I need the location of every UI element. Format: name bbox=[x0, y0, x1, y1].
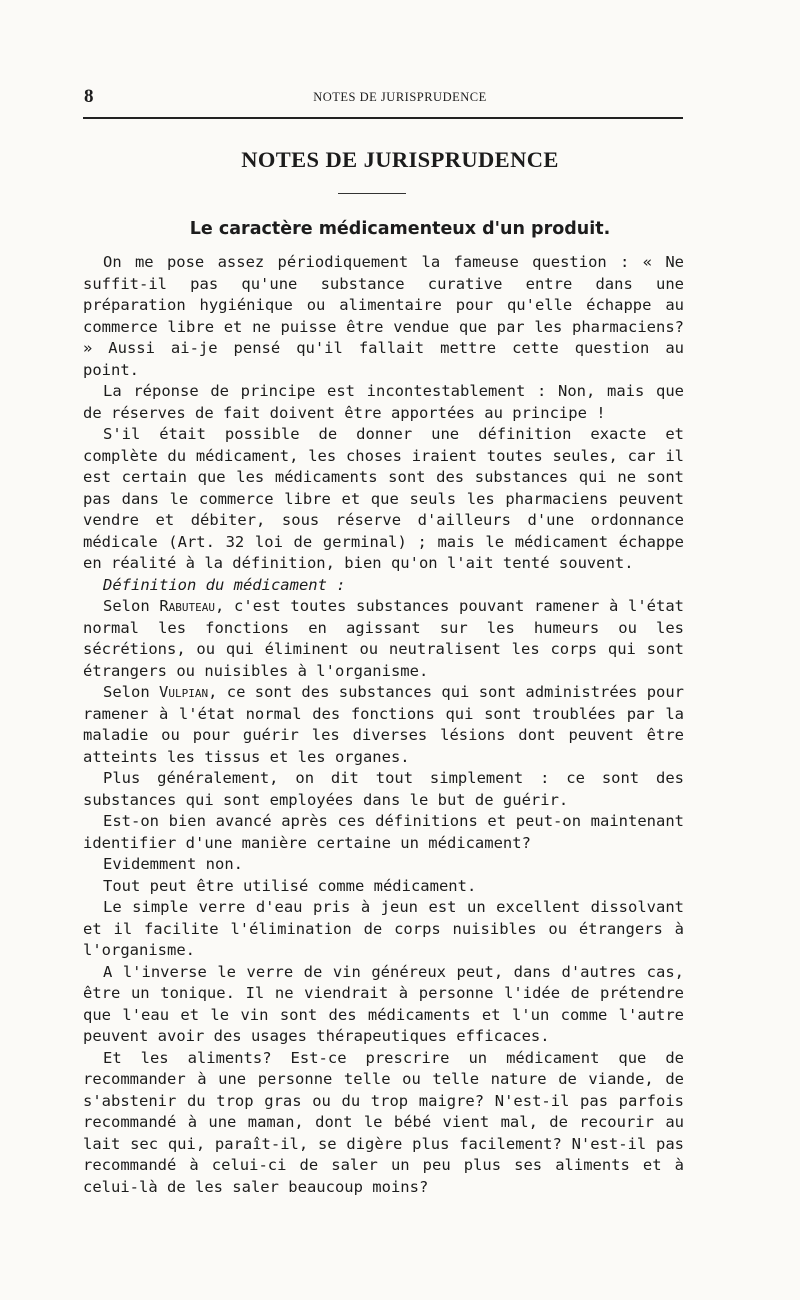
paragraph: Evidemment non. bbox=[103, 855, 243, 873]
author-name: Rabuteau bbox=[159, 597, 216, 615]
running-head: NOTES DE JURISPRUDENCE bbox=[313, 90, 487, 104]
paragraph: Plus généralement, on dit tout simplement : ce sont des substances qui sont employées dans le but de guérir. bbox=[83, 769, 684, 809]
paragraph bbox=[83, 682, 684, 768]
paragraph: Et les aliments? Est-ce prescrire un médicament que de recommander à une personne telle ou telle nature de viande, de s'abstenir du trop gras ou du trop maigre? N'est-il pas parfois recommandé à une maman, dont le bébé vient mal, de recourir au lait sec qui, paraît-il, se digère plus facilement? N'est-il pas recommandé à celui-ci de saler un peu plus ses aliments et à celui-là de les saler beaucoup moins? bbox=[83, 1048, 684, 1196]
paragraph: Est-on bien avancé après ces définitions et peut-on maintenant identifier d'une manière certaine un médicament? bbox=[83, 812, 684, 852]
title-divider bbox=[338, 193, 406, 194]
definition-heading: Définition du médicament : bbox=[103, 575, 346, 594]
author-name: Vulpian bbox=[159, 683, 209, 701]
text-run: , c'est toutes substances pouvant ramener à l'état normal les fonctions en agissant sur les humeurs ou les sécrétions, ou qui éliminent ou neutralisent les corps qui sont étrangers ou nuisibles à l'organisme. bbox=[83, 597, 684, 680]
page-number: 8 bbox=[84, 86, 94, 107]
text-run: Selon bbox=[103, 683, 150, 701]
paragraph: Tout peut être utilisé comme médicament. bbox=[103, 876, 477, 895]
article-title: Le caractère médicamenteux d'un produit. bbox=[189, 219, 611, 239]
page-title: NOTES DE JURISPRUDENCE bbox=[241, 147, 559, 172]
text-run: , ce sont des substances qui sont administrées pour ramener à l'état normal des fonctions qui sont troublées par la maladie ou pour guérir les diverses lésions dont peuvent être atteints les tissus et les organes. bbox=[83, 683, 685, 766]
paragraph: On me pose assez périodiquement la fameuse question : « Ne suffit-il pas qu'une substance curative entre dans une préparation hygiénique ou alimentaire pour qu'elle échappe au commerce libre et ne puisse être vendue que par les pharmaciens? » Aussi ai-je pensé qu'il fallait mettre cette question au point. bbox=[83, 253, 684, 379]
paragraph: Le simple verre d'eau pris à jeun est un excellent dissolvant et il facilite l'élimination de corps nuisibles ou étrangers à l'organisme. bbox=[83, 898, 684, 959]
paragraph: La réponse de principe est incontestablement : Non, mais que de réserves de fait doivent être apportées au principe ! bbox=[83, 382, 684, 422]
text-run: Selon bbox=[103, 597, 150, 615]
article-body bbox=[83, 252, 684, 1198]
paragraph bbox=[83, 596, 684, 682]
header-rule bbox=[83, 117, 683, 119]
paragraph: S'il était possible de donner une définition exacte et complète du médicament, les choses iraient toutes seules, car il est certain que les médicaments sont des substances qui ne sont pas dans le commerce libre et que seuls les pharmaciens peuvent vendre et débiter, sous réserve d'ailleurs d'une ordonnance médicale (Art. 32 loi de germinal) ; mais le médicament échappe en réalité à la définition, bien qu'on l'ait tenté souvent. bbox=[83, 425, 684, 572]
paragraph: A l'inverse le verre de vin généreux peut, dans d'autres cas, être un tonique. Il ne viendrait à personne l'idée de prétendre que l'eau et le vin sont des médicaments et l'un comme l'autre peuvent avoir des usages thérapeutiques efficaces. bbox=[83, 962, 684, 1045]
